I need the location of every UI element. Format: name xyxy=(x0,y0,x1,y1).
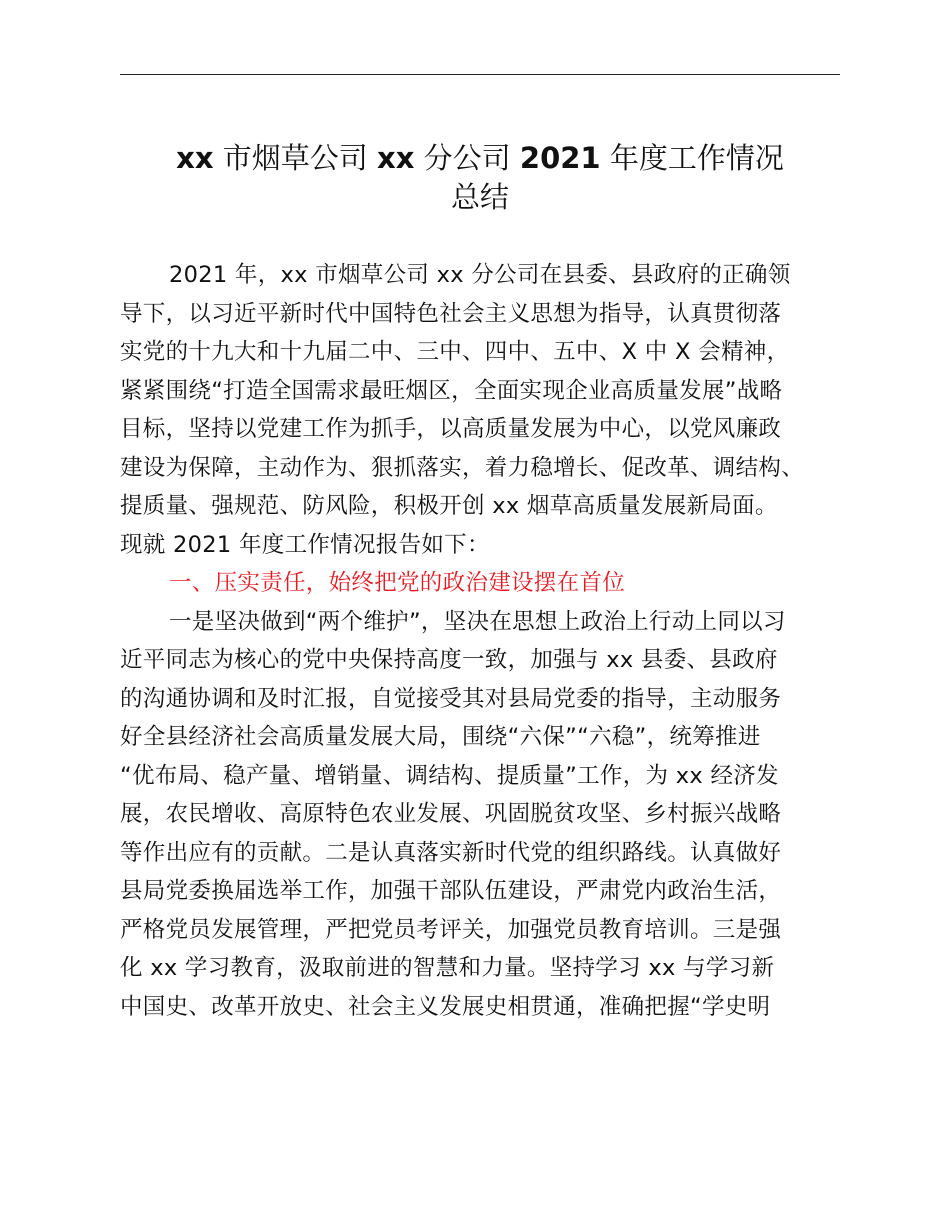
paragraph-line: 展，农民增收、高原特色农业发展、巩固脱贫攻坚、乡村振兴战略 xyxy=(120,801,782,827)
paragraph-line: 好全县经济社会高质量发展大局，围绕“六保”“六稳”，统筹推进 xyxy=(120,724,761,750)
paragraph-line: 建设为保障，主动作为、狠抓落实，着力稳增长、促改革、调结构、 xyxy=(120,454,805,481)
paragraph-line: “优布局、稳产量、增销量、调结构、提质量”工作，为 xx 经济发 xyxy=(120,762,779,789)
paragraph-line: 目标，坚持以党建工作为抓手，以高质量发展为中心，以党风廉政 xyxy=(120,416,782,442)
paragraph-line: 化 xx 学习教育，汲取前进的智慧和力量。坚持学习 xx 与学习新 xyxy=(120,955,775,981)
paragraph-section-1 xyxy=(120,603,850,1027)
paragraph-line: 实党的十九大和十九届二中、三中、四中、五中、X 中 X 会精神， xyxy=(120,339,790,365)
document-title xyxy=(100,134,860,214)
paragraph-line: 中国史、改革开放史、社会主义发展史相贯通，准确把握“学史明 xyxy=(120,993,771,1020)
paragraph-line: 2021 年，xx 市烟草公司 xx 分公司在县委、县政府的正确领 xyxy=(169,262,791,288)
header-rule xyxy=(120,74,840,75)
paragraph-line: 等作出应有的贡献。二是认真落实新时代党的组织路线。认真做好 xyxy=(120,839,782,866)
paragraph-line: 严格党员发展管理，严把党员考评关，加强党员教育培训。三是强 xyxy=(120,916,782,943)
paragraph-line: 的沟通协调和及时汇报，自觉接受其对县局党委的指导，主动服务 xyxy=(120,685,782,712)
title-line-1: xx 市烟草公司 xx 分公司 2021 年度工作情况 xyxy=(176,141,784,175)
document-body xyxy=(120,256,850,1026)
paragraph-line: 县局党委换届选举工作，加强干部队伍建设，严肃党内政治生活， xyxy=(120,878,782,904)
paragraph-line: 导下，以习近平新时代中国特色社会主义思想为指导，认真贯彻落 xyxy=(120,300,782,327)
paragraph-line: 提质量、强规范、防风险，积极开创 xx 烟草高质量发展新局面。 xyxy=(120,493,778,519)
paragraph-line: 一是坚决做到“两个维护”，坚决在思想上政治上行动上同以习 xyxy=(169,608,786,635)
title-line-2: 总结 xyxy=(450,179,509,214)
paragraph-line: 近平同志为核心的党中央保持高度一致，加强与 xx 县委、县政府 xyxy=(120,647,778,673)
section-heading-1: 一、压实责任，始终把党的政治建设摆在首位 xyxy=(169,570,626,596)
paragraph-line: 现就 2021 年度工作情况报告如下： xyxy=(120,531,490,558)
paragraph-intro xyxy=(120,256,850,564)
paragraph-line: 紧紧围绕“打造全国需求最旺烟区，全面实现企业高质量发展”战略 xyxy=(120,377,783,404)
